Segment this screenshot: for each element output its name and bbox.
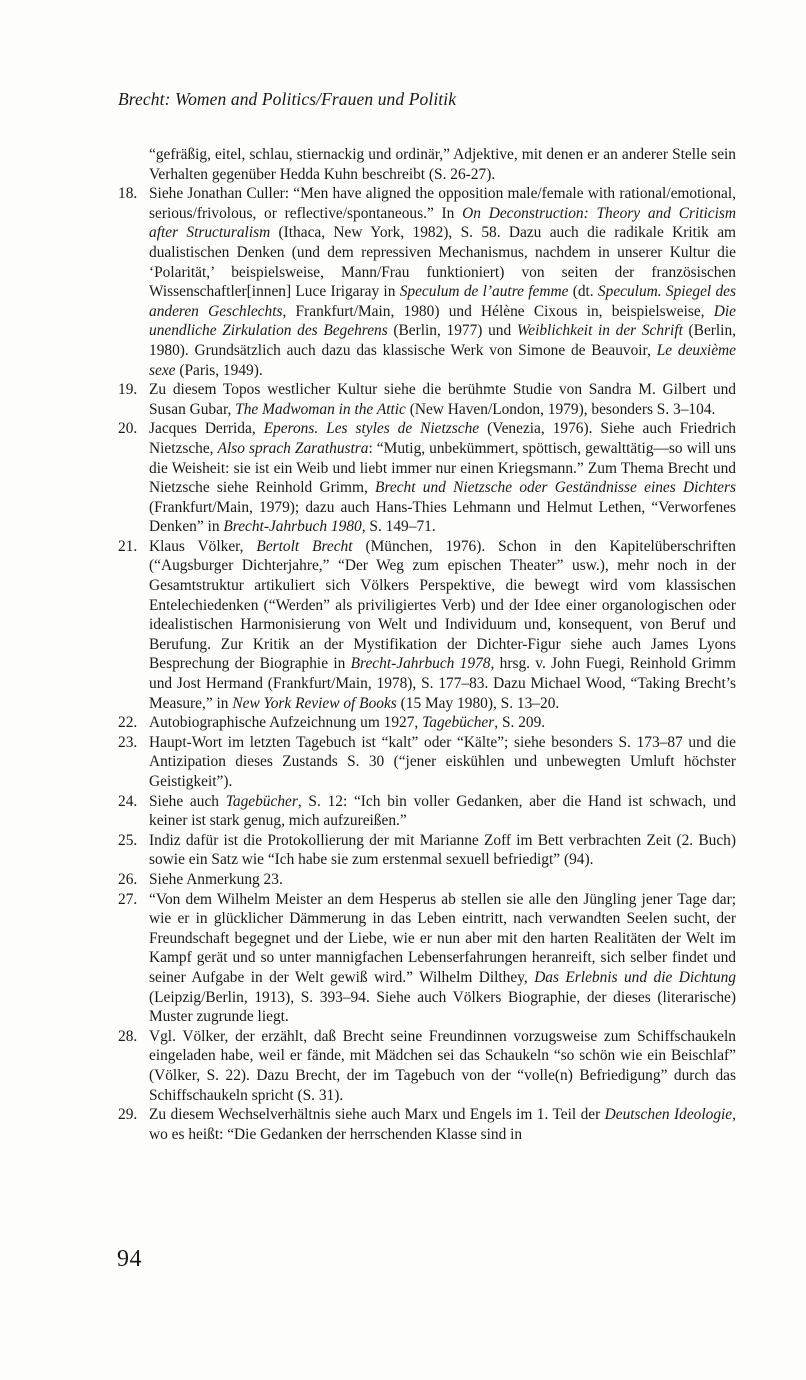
footnote-number: 19.	[118, 381, 138, 399]
footnote-item	[118, 1105, 736, 1144]
footnote-number: 22.	[118, 714, 138, 732]
italic-title: Die unendliche Zirkulation des Begehrens	[149, 302, 736, 340]
italic-title: Tagebücher	[225, 792, 298, 810]
text-run: Zu diesem Wechselverhältnis siehe auch Marx und Engels im 1. Teil der	[149, 1106, 605, 1124]
text-run: Autobiographische Aufzeichnung um 1927,	[149, 714, 423, 732]
text-run: (dt.	[568, 283, 598, 301]
text-run: Haupt-Wort im letzten Tagebuch ist “kalt” oder “Kälte”; siehe besonders S. 173–87 und die Antizipation dieses Zustands S. 30 (“jener eiskühlen und unbewegten Umluft höchster Geistigkeit”).	[149, 733, 736, 790]
text-run: : “Mutig, unbekümmert, spöttisch, gewalttätig—so will uns die Weisheit: sie ist ein Weib und liebt immer nur einen Kriegsmann.” Zum Thema Brecht und Nietzsche siehe Reinhold Grimm,	[149, 439, 736, 497]
footnote-text	[149, 870, 736, 890]
italic-title: Speculum. Spiegel des anderen Geschlechts	[149, 283, 736, 320]
running-head: Brecht: Women and Politics/Frauen und Politik	[118, 89, 457, 109]
footnote-item	[118, 537, 736, 713]
notes-list	[118, 184, 736, 1144]
text-run: Zu diesem Topos westlicher Kultur siehe die berühmte Studie von Sandra M. Gilbert und Susan Gubar,	[149, 381, 736, 418]
italic-title: Speculum de l’autre femme	[399, 283, 569, 301]
italic-title: Tagebücher	[422, 714, 495, 732]
footnote-item	[118, 733, 736, 792]
italic-title: Also sprach Zarathustra	[217, 439, 369, 457]
footnote-number: 21.	[118, 537, 138, 555]
footnote-text	[149, 831, 736, 870]
footnote-text	[149, 733, 736, 792]
text-run: Klaus Völker,	[149, 537, 257, 555]
footnote-text	[149, 380, 736, 419]
italic-title: Deutschen Ideologie	[604, 1106, 733, 1124]
text-run: (Frankfurt/Main, 1979); dazu auch Hans-Thies Lehmann und Helmut Lethen, “Verworfenes Denken” in	[149, 498, 736, 536]
footnote-text	[149, 890, 736, 1027]
text-run: Siehe Jonathan Culler: “Men have aligned the opposition male/female with rational/emotional, serious/frivolous, or reflective/spontaneous.” In	[149, 185, 736, 222]
text-run: (Venezia, 1976). Siehe auch Friedrich Nietzsche,	[149, 420, 736, 457]
text-run: Indiz dafür ist die Protokollierung der mit Marianne Zoff im Bett verbrachten Zeit (2. Buch) sowie ein Satz wie “Ich habe sie zum erstenmal sexuell befriedigt” (94).	[149, 831, 736, 869]
footnote-text	[149, 713, 736, 733]
footnote-number: 28.	[118, 1027, 138, 1045]
footnote-item	[118, 870, 736, 890]
italic-title: The Madwoman in the Attic	[235, 400, 406, 418]
italic-title: Eperons. Les styles de Nietzsche	[263, 420, 480, 438]
footnote-text	[149, 419, 736, 537]
text-run: , Frankfurt/Main, 1980) und Hélène Cixous in, beispielsweise,	[282, 302, 714, 320]
italic-title: Brecht-Jahrbuch 1978	[350, 655, 491, 673]
footnote-number: 25.	[118, 831, 138, 849]
text-run: Siehe Anmerkung 23.	[149, 870, 283, 888]
footnote-number: 26.	[118, 870, 138, 888]
italic-title: New York Review of Books	[232, 694, 397, 712]
italic-title: Das Erlebnis und die Dichtung	[534, 968, 736, 986]
text-run: Siehe auch	[149, 792, 226, 810]
text-run: “Von dem Wilhelm Meister an dem Hesperus ab stellen sie alle den Jüngling jener Tage dar; wie er in glücklicher Dämmerung in das Leben eintritt, nach verwandten Seelen sucht, der Freundschaft begegnet und der Liebe, wie er nun aber mit den harten Realitäten der Welt im Kampf gerät und so unter mannigfachen Lebenserfahrungen heranreift, sich selber findet und seiner Aufgabe in der Welt gewiß wird.” Wilhelm Dilthey,	[149, 890, 736, 986]
text-run: (Ithaca, New York, 1982), S. 58. Dazu auch die radikale Kritik am dualistischen Denken (und dem repressiven Mechanismus, nachdem in unserer Kultur die ‘Polarität,’ beispielsweise, Mann/Frau funktioniert) von seiten der französischen Wissenschaftler[innen] Luce Irigaray in	[149, 224, 737, 301]
page-number: 94	[117, 1246, 142, 1272]
text-run: Vgl. Völker, der erzählt, daß Brecht seine Freundinnen vorzugsweise zum Schiffschaukeln eingeladen habe, weil er fände, mit Mädchen sei das Schaukeln “so schön wie ein Beischlaf” (Völker, S. 22). Dazu Brecht, der im Tagebuch von der “volle(n) Befriedigung” durch das Schiffschaukeln spricht (S. 31).	[149, 1027, 736, 1104]
italic-title: Weiblichkeit in der Schrift	[516, 322, 683, 340]
footnote-item	[118, 713, 736, 733]
footnote-item	[118, 831, 736, 870]
text-run: , wo es heißt: “Die Gedanken der herrschenden Klasse sind in	[149, 1106, 736, 1143]
italic-title: Bertolt Brecht	[256, 537, 353, 555]
footnote-number: 27.	[118, 890, 138, 908]
footnote-number: 23.	[118, 733, 138, 751]
italic-title: Le deuxième sexe	[149, 341, 736, 379]
text-run: (Berlin, 1977) und	[387, 322, 517, 340]
footnote-item	[118, 380, 736, 419]
text-run: (Leipzig/Berlin, 1913), S. 393–94. Siehe auch Völkers Biographie, der dieses (literarische) Muster zugrunde liegt.	[149, 988, 736, 1026]
note-continuation: “gefräßig, eitel, schlau, stiernackig und ordinär,” Adjektive, mit denen er an anderer Stelle sein Verhalten gegenüber Hedda Kuhn beschreibt (S. 26-27).	[149, 146, 736, 183]
text-run: (New Haven/London, 1979), besonders S. 3–104.	[405, 400, 716, 418]
footnote-number: 29.	[118, 1106, 138, 1124]
text-run: , S. 149–71.	[361, 518, 436, 536]
footnote-item	[118, 184, 736, 380]
footnote-item	[118, 792, 736, 831]
text-run: , hrsg. v. John Fuegi, Reinhold Grimm und Jost Hermand (Frankfurt/Main, 1978), S. 177–83. Dazu Michael Wood, “Taking Brecht’s Measure,” in	[149, 655, 737, 712]
footnote-text	[149, 1027, 736, 1105]
text-run: (Paris, 1949).	[175, 361, 263, 379]
footnote-text	[149, 537, 736, 713]
footnote-text	[149, 184, 736, 380]
endnotes	[118, 145, 736, 1144]
footnote-text	[149, 792, 736, 831]
footnote-item	[118, 890, 736, 1027]
italic-title: Brecht und Nietzsche oder Geständnisse eines Dichters	[375, 479, 736, 497]
footnote-item	[118, 419, 736, 537]
text-run: (München, 1976). Schon in den Kapitelüberschriften (“Augsburger Dichterjahre,” “Der Weg zum epischen Theater” usw.), mehr noch in der Gesamtstruktur artikuliert sich Völkers Perspektive, die bewegt wird vom klassischen Entelechiedenken (“Werden” als priviligiertes Verb) und der Idee einer organologischen oder idealistischen Harmonisierung von Welt und Individuum und, konsequent, von Beruf und Berufung. Zur Kritik an der Mystifikation der Dichter-Figur siehe auch James Lyons Besprechung der Biographie in	[149, 537, 736, 673]
italic-title: On Deconstruction: Theory and Criticism after Structuralism	[149, 204, 736, 242]
text-run: , S. 12: “Ich bin voller Gedanken, aber die Hand ist schwach, und keiner ist stark genug, mich aufzureißen.”	[149, 792, 736, 830]
footnote-number: 20.	[118, 420, 138, 438]
text-run: (15 May 1980), S. 13–20.	[396, 694, 560, 712]
text-run: (Berlin, 1980). Grundsätzlich auch dazu das klassische Werk von Simone de Beauvoir,	[149, 322, 737, 359]
footnote-item	[118, 1027, 736, 1105]
text-run: Jacques Derrida,	[149, 420, 264, 438]
footnote-text	[149, 1105, 736, 1144]
footnote-number: 18.	[118, 185, 138, 203]
footnote-number: 24.	[118, 792, 138, 810]
italic-title: Brecht-Jahrbuch 1980	[223, 518, 362, 536]
text-run: , S. 209.	[494, 714, 546, 732]
